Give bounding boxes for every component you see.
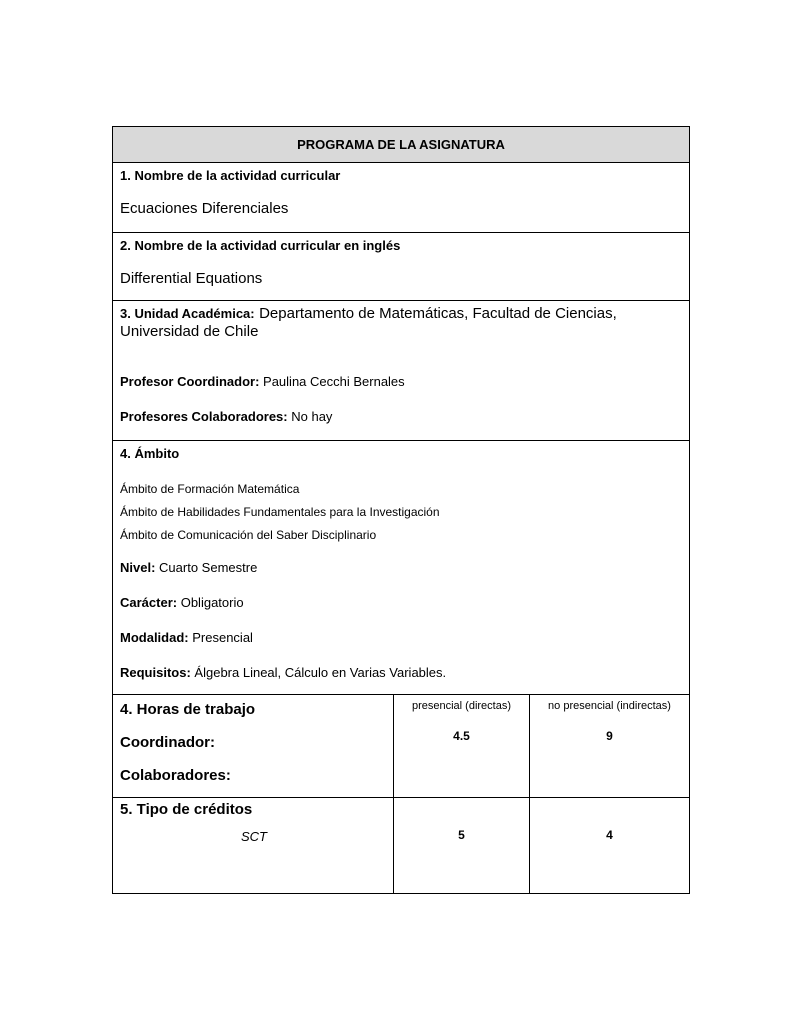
presencial-header: presencial (directas) [411, 700, 512, 712]
coordinator-hours-label: Coordinador: [120, 734, 215, 751]
requirements-value: Álgebra Lineal, Cálculo en Varias Variables. [194, 665, 447, 680]
section-label: 1. Nombre de la actividad curricular [120, 168, 341, 183]
section-credit-type [112, 797, 690, 894]
modality-label: Modalidad: [120, 630, 189, 645]
scope-item: Ámbito de Habilidades Fundamentales para la Investigación [120, 505, 440, 519]
modality-value: Presencial [192, 630, 253, 645]
course-name-english-value: Differential Equations [120, 270, 263, 287]
coordinator-value: Paulina Cecchi Bernales [263, 374, 405, 389]
coordinator-presencial-hours: 4.5 [453, 729, 470, 743]
level-label: Nivel: [120, 560, 156, 575]
page-title: PROGRAMA DE LA ASIGNATURA [297, 137, 505, 152]
credits-presencial-value: 5 [458, 828, 465, 842]
character-label: Carácter: [120, 595, 178, 610]
scope-item: Ámbito de Comunicación del Saber Disciplinario [120, 528, 377, 542]
section-scope [112, 440, 690, 694]
credits-label: 5. Tipo de créditos [120, 801, 253, 818]
unit-label: 3. Unidad Académica: [120, 306, 255, 321]
collaborators-value: No hay [291, 409, 333, 424]
section-label: 4. Ámbito [120, 446, 180, 461]
requirements-label: Requisitos: [120, 665, 191, 680]
course-program-table [112, 126, 690, 894]
section-label: 2. Nombre de la actividad curricular en inglés [120, 238, 401, 253]
unit-value: Departamento de Matemáticas, Facultad de Ciencias, Universidad de Chile [120, 305, 617, 340]
course-name-value: Ecuaciones Diferenciales [120, 200, 289, 217]
presencial-column [394, 695, 530, 797]
hours-label: 4. Horas de trabajo [120, 701, 256, 718]
character-value: Obligatorio [180, 595, 244, 610]
table-header [112, 126, 690, 162]
coordinator-no-presencial-hours: 9 [606, 729, 613, 743]
coordinator-label: Profesor Coordinador: [120, 374, 260, 389]
credits-no-presencial-value: 4 [606, 828, 613, 842]
section-academic-unit [112, 300, 690, 440]
section-course-name [112, 162, 690, 232]
collaborators-hours-label: Colaboradores: [120, 767, 231, 784]
no-presencial-header: no presencial (indirectas) [548, 700, 671, 712]
scope-item: Ámbito de Formación Matemática [120, 482, 300, 496]
credits-labels-column [113, 798, 394, 893]
section-work-hours [112, 694, 690, 797]
no-presencial-column [530, 695, 689, 797]
section-course-name-english [112, 232, 690, 300]
collaborators-label: Profesores Colaboradores: [120, 409, 288, 424]
level-value: Cuarto Semestre [159, 560, 258, 575]
credits-presencial-column [394, 798, 530, 893]
credits-no-presencial-column [530, 798, 689, 893]
hours-labels-column [113, 695, 394, 797]
credit-type-value: SCT [241, 829, 267, 844]
